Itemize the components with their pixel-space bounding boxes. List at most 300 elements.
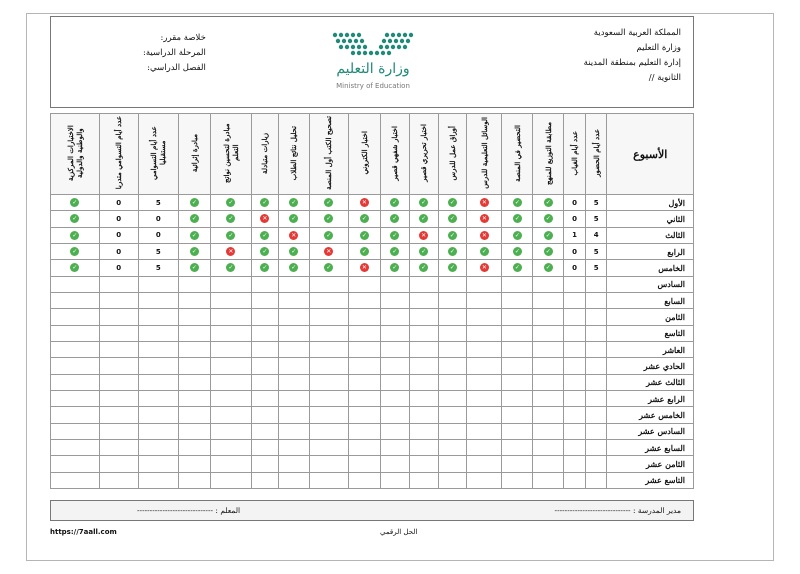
table-cell xyxy=(278,195,309,211)
table-row xyxy=(51,243,694,259)
check-icon: ✓ xyxy=(326,231,332,239)
table-cell xyxy=(502,211,533,227)
check-icon: ✓ xyxy=(191,248,197,256)
table-cell xyxy=(380,423,409,439)
table-cell xyxy=(309,407,348,423)
cross-icon: ✕ xyxy=(228,248,234,256)
cross-icon: ✕ xyxy=(481,215,487,223)
check-icon: ✓ xyxy=(191,215,197,223)
cross-icon: ✕ xyxy=(262,215,268,223)
cross-icon: ✕ xyxy=(361,199,367,207)
column-header-label: اختبار شفهي قصير xyxy=(390,125,400,181)
check-icon: ✓ xyxy=(545,215,551,223)
table-cell xyxy=(409,309,438,325)
table-cell xyxy=(138,341,178,357)
table-cell: 5 xyxy=(138,243,178,259)
table-cell xyxy=(99,439,138,455)
cross-icon: ✕ xyxy=(361,264,367,272)
table-cell xyxy=(278,439,309,455)
check-icon: ✓ xyxy=(72,248,78,256)
check-icon: ✓ xyxy=(449,248,455,256)
header-line: الفصل الدراسي: xyxy=(147,63,206,73)
table-cell xyxy=(467,276,502,292)
table-cell xyxy=(51,309,100,325)
table-cell xyxy=(467,341,502,357)
week-label: السادس xyxy=(607,276,694,292)
table-cell xyxy=(348,260,380,276)
table-cell xyxy=(210,260,251,276)
table-cell xyxy=(348,227,380,243)
table-cell xyxy=(467,390,502,406)
column-header xyxy=(502,114,533,195)
table-cell xyxy=(178,374,210,390)
table-cell xyxy=(533,341,564,357)
table-cell xyxy=(467,292,502,308)
table-cell xyxy=(467,309,502,325)
table-cell xyxy=(252,195,279,211)
week-label: الرابع عشر xyxy=(607,390,694,406)
table-row xyxy=(51,407,694,423)
table-cell xyxy=(585,472,607,488)
table-cell xyxy=(533,292,564,308)
table-cell xyxy=(309,325,348,341)
table-cell xyxy=(178,358,210,374)
table-cell xyxy=(309,456,348,472)
table-cell xyxy=(178,407,210,423)
table-cell xyxy=(564,276,586,292)
column-header-label: أوراق عمل للدرس xyxy=(447,125,457,181)
table-cell: 0 xyxy=(564,195,586,211)
column-header xyxy=(178,114,210,195)
check-icon: ✓ xyxy=(326,199,332,207)
check-icon: ✓ xyxy=(392,215,398,223)
table-cell xyxy=(51,341,100,357)
table-cell xyxy=(533,374,564,390)
week-label: التاسع xyxy=(607,325,694,341)
week-label: الثالث عشر xyxy=(607,374,694,390)
table-cell xyxy=(252,374,279,390)
table-cell xyxy=(278,227,309,243)
table-cell xyxy=(564,439,586,455)
column-header-label: عدد أيام التسوامي مستقبليا xyxy=(149,126,168,180)
column-header xyxy=(252,114,279,195)
table-cell xyxy=(99,341,138,357)
table-cell xyxy=(438,227,467,243)
check-icon: ✓ xyxy=(449,231,455,239)
table-cell xyxy=(309,211,348,227)
table-cell xyxy=(178,211,210,227)
column-header-week: الأسبوع xyxy=(607,114,694,195)
table-cell xyxy=(252,407,279,423)
table-cell xyxy=(348,309,380,325)
table-cell xyxy=(278,341,309,357)
check-icon: ✓ xyxy=(421,264,427,272)
column-header-label: اختبار تحريري قصير xyxy=(419,124,429,182)
table-cell xyxy=(51,423,100,439)
column-header-label: مبادرة لتحسين نواتج التعلم xyxy=(221,123,240,183)
table-cell xyxy=(409,358,438,374)
check-icon: ✓ xyxy=(392,231,398,239)
table-cell xyxy=(278,276,309,292)
table-cell xyxy=(51,325,100,341)
table-cell xyxy=(502,390,533,406)
table-row xyxy=(51,341,694,357)
table-cell xyxy=(309,390,348,406)
table-row xyxy=(51,472,694,488)
table-row xyxy=(51,211,694,227)
table-cell xyxy=(252,341,279,357)
table-cell xyxy=(533,309,564,325)
table-cell xyxy=(138,407,178,423)
table-cell xyxy=(210,211,251,227)
table-cell: 0 xyxy=(99,260,138,276)
table-cell xyxy=(278,423,309,439)
table-cell: 0 xyxy=(138,211,178,227)
table-cell xyxy=(252,456,279,472)
check-icon: ✓ xyxy=(228,199,234,207)
table-cell xyxy=(585,292,607,308)
table-cell xyxy=(409,325,438,341)
table-cell xyxy=(138,325,178,341)
table-cell xyxy=(99,390,138,406)
table-cell xyxy=(309,243,348,259)
table-cell xyxy=(467,439,502,455)
check-icon: ✓ xyxy=(191,231,197,239)
check-icon: ✓ xyxy=(72,199,78,207)
table-cell: 5 xyxy=(138,260,178,276)
logo-arabic-text: وزارة التعليم xyxy=(336,61,410,77)
table-cell xyxy=(309,276,348,292)
table-cell xyxy=(585,276,607,292)
table-cell xyxy=(409,211,438,227)
header-course-info xyxy=(143,31,206,76)
week-label: الرابع xyxy=(607,243,694,259)
check-icon: ✓ xyxy=(291,215,297,223)
table-cell xyxy=(252,358,279,374)
table-cell xyxy=(348,292,380,308)
column-header xyxy=(99,114,138,195)
table-cell xyxy=(178,309,210,325)
table-cell xyxy=(348,374,380,390)
table-cell xyxy=(409,439,438,455)
table-cell xyxy=(380,472,409,488)
table-cell xyxy=(278,211,309,227)
week-label: الثاني xyxy=(607,211,694,227)
table-cell xyxy=(409,374,438,390)
table-cell xyxy=(348,243,380,259)
table-cell xyxy=(210,243,251,259)
table-cell: 5 xyxy=(138,195,178,211)
table-cell: 0 xyxy=(99,211,138,227)
table-cell xyxy=(564,341,586,357)
column-header-label: عدد أيام الحضور xyxy=(591,129,601,177)
table-cell xyxy=(438,390,467,406)
table-cell xyxy=(99,374,138,390)
table-cell xyxy=(138,456,178,472)
table-cell xyxy=(533,325,564,341)
table-cell: 0 xyxy=(564,211,586,227)
table-cell xyxy=(210,276,251,292)
check-icon: ✓ xyxy=(72,215,78,223)
table-cell xyxy=(502,407,533,423)
check-icon: ✓ xyxy=(514,264,520,272)
table-cell xyxy=(210,325,251,341)
table-cell xyxy=(438,472,467,488)
table-cell xyxy=(309,195,348,211)
table-cell xyxy=(210,374,251,390)
week-label: التاسع عشر xyxy=(607,472,694,488)
table-cell xyxy=(178,390,210,406)
table-cell: 5 xyxy=(585,211,607,227)
table-cell xyxy=(138,423,178,439)
column-header-label: التحضير في المنصة xyxy=(512,124,522,182)
table-cell xyxy=(564,456,586,472)
week-label: السادس عشر xyxy=(607,423,694,439)
table-cell xyxy=(438,456,467,472)
table-cell xyxy=(178,276,210,292)
table-cell xyxy=(564,423,586,439)
table-cell xyxy=(309,358,348,374)
table-cell xyxy=(99,472,138,488)
table-cell xyxy=(409,407,438,423)
table-cell xyxy=(502,260,533,276)
column-header xyxy=(467,114,502,195)
table-cell xyxy=(533,439,564,455)
document-header xyxy=(50,16,694,108)
table-cell xyxy=(210,292,251,308)
table-cell xyxy=(252,439,279,455)
table-cell: 5 xyxy=(585,260,607,276)
table-cell xyxy=(178,439,210,455)
cross-icon: ✕ xyxy=(291,231,297,239)
table-cell xyxy=(585,341,607,357)
table-cell xyxy=(502,358,533,374)
table-cell xyxy=(585,358,607,374)
table-cell xyxy=(409,243,438,259)
check-icon: ✓ xyxy=(481,248,487,256)
table-cell xyxy=(438,309,467,325)
week-label: الثامن xyxy=(607,309,694,325)
table-row xyxy=(51,390,694,406)
table-cell xyxy=(564,292,586,308)
table-cell xyxy=(585,309,607,325)
table-cell xyxy=(533,472,564,488)
table-cell xyxy=(252,276,279,292)
table-cell xyxy=(533,243,564,259)
table-cell xyxy=(51,292,100,308)
website-url[interactable]: https://7aall.com xyxy=(50,528,117,536)
column-header xyxy=(585,114,607,195)
table-cell xyxy=(533,358,564,374)
check-icon: ✓ xyxy=(392,248,398,256)
table-cell xyxy=(467,456,502,472)
table-cell xyxy=(502,439,533,455)
table-cell xyxy=(309,423,348,439)
column-header-label: الاختبارات المركزية والوطنية والدولية xyxy=(65,125,84,181)
table-cell xyxy=(178,423,210,439)
table-cell xyxy=(99,407,138,423)
table-cell xyxy=(309,374,348,390)
table-cell xyxy=(252,292,279,308)
table-cell xyxy=(438,260,467,276)
table-cell xyxy=(380,341,409,357)
table-cell xyxy=(467,325,502,341)
table-cell xyxy=(409,260,438,276)
table-cell xyxy=(252,390,279,406)
table-body xyxy=(51,195,694,489)
table-cell xyxy=(533,276,564,292)
column-header xyxy=(438,114,467,195)
table-cell xyxy=(252,309,279,325)
check-icon: ✓ xyxy=(361,231,367,239)
table-cell xyxy=(99,456,138,472)
header-line: خلاصة مقرر: xyxy=(160,33,206,43)
table-cell xyxy=(278,358,309,374)
table-cell xyxy=(438,341,467,357)
table-cell: 1 xyxy=(564,227,586,243)
logo-dots-icon xyxy=(313,27,433,61)
table-cell xyxy=(278,292,309,308)
week-label: الثالث xyxy=(607,227,694,243)
table-cell xyxy=(502,374,533,390)
table-cell xyxy=(51,439,100,455)
table-cell xyxy=(348,390,380,406)
table-cell xyxy=(467,243,502,259)
cross-icon: ✕ xyxy=(421,231,427,239)
table-cell xyxy=(467,407,502,423)
table-cell xyxy=(380,407,409,423)
table-cell xyxy=(564,358,586,374)
check-icon: ✓ xyxy=(392,199,398,207)
check-icon: ✓ xyxy=(421,215,427,223)
check-icon: ✓ xyxy=(262,248,268,256)
table-cell xyxy=(467,472,502,488)
table-cell xyxy=(210,358,251,374)
table-cell xyxy=(380,260,409,276)
column-header-label: الوسائل التعليمية للدرس xyxy=(479,117,489,189)
table-cell xyxy=(564,472,586,488)
table-row xyxy=(51,260,694,276)
table-cell xyxy=(138,374,178,390)
table-cell xyxy=(467,260,502,276)
check-icon: ✓ xyxy=(421,248,427,256)
table-cell xyxy=(348,325,380,341)
table-cell xyxy=(348,341,380,357)
table-cell xyxy=(138,276,178,292)
week-label: الأول xyxy=(607,195,694,211)
check-icon: ✓ xyxy=(291,264,297,272)
table-cell xyxy=(533,195,564,211)
logo-english-text: Ministry of Education xyxy=(336,82,410,90)
column-header-label: مطابقة التوزيع للمنهج xyxy=(543,121,553,185)
table-row xyxy=(51,374,694,390)
table-cell xyxy=(210,390,251,406)
table-cell xyxy=(380,211,409,227)
table-cell xyxy=(380,227,409,243)
table-cell xyxy=(502,325,533,341)
week-label: الثامن عشر xyxy=(607,456,694,472)
table-cell xyxy=(278,309,309,325)
table-cell xyxy=(409,227,438,243)
table-cell xyxy=(178,472,210,488)
check-icon: ✓ xyxy=(262,264,268,272)
table-cell xyxy=(585,374,607,390)
table-cell xyxy=(502,472,533,488)
table-cell xyxy=(467,195,502,211)
table-cell xyxy=(348,211,380,227)
table-cell: 0 xyxy=(564,260,586,276)
week-label: السابع xyxy=(607,292,694,308)
table-row xyxy=(51,276,694,292)
ministry-logo xyxy=(313,27,433,99)
check-icon: ✓ xyxy=(392,264,398,272)
table-cell xyxy=(138,309,178,325)
column-header xyxy=(278,114,309,195)
table-cell xyxy=(252,211,279,227)
table-cell xyxy=(467,227,502,243)
table-cell xyxy=(278,456,309,472)
table-cell xyxy=(438,325,467,341)
table-cell xyxy=(409,341,438,357)
table-cell xyxy=(380,195,409,211)
table-cell xyxy=(502,276,533,292)
table-cell xyxy=(178,260,210,276)
table-cell xyxy=(585,439,607,455)
table-cell xyxy=(502,309,533,325)
table-cell xyxy=(51,227,100,243)
check-icon: ✓ xyxy=(449,215,455,223)
check-icon: ✓ xyxy=(326,264,332,272)
weekly-follow-up-table xyxy=(50,113,694,489)
table-cell: 0 xyxy=(99,195,138,211)
check-icon: ✓ xyxy=(262,199,268,207)
header-line: المملكة العربية السعودية xyxy=(593,28,681,38)
table-cell: 0 xyxy=(564,243,586,259)
table-cell xyxy=(380,243,409,259)
check-icon: ✓ xyxy=(291,199,297,207)
table-cell xyxy=(51,260,100,276)
table-cell xyxy=(533,227,564,243)
table-cell xyxy=(252,260,279,276)
column-header-label: عدد أيام التسوامي متدربا xyxy=(114,116,124,190)
table-cell xyxy=(51,358,100,374)
teacher-signature: المعلم : ------------------------------ xyxy=(137,506,241,515)
table-cell xyxy=(210,407,251,423)
table-cell xyxy=(409,195,438,211)
table-cell xyxy=(99,292,138,308)
table-cell xyxy=(309,260,348,276)
column-header xyxy=(138,114,178,195)
table-cell xyxy=(51,456,100,472)
digital-solution-label: الحل الرقمي xyxy=(380,528,418,536)
table-cell xyxy=(252,243,279,259)
table-cell xyxy=(178,325,210,341)
table-cell xyxy=(380,276,409,292)
table-cell xyxy=(564,407,586,423)
table-cell xyxy=(564,309,586,325)
table-cell xyxy=(564,374,586,390)
principal-signature: مدير المدرسة : ------------------------------ xyxy=(554,506,681,515)
table-cell xyxy=(380,325,409,341)
table-cell xyxy=(467,374,502,390)
table-cell xyxy=(502,292,533,308)
table-cell xyxy=(380,456,409,472)
table-header-row xyxy=(51,114,694,195)
week-label: الخامس xyxy=(607,260,694,276)
table-row xyxy=(51,423,694,439)
check-icon: ✓ xyxy=(262,231,268,239)
table-cell xyxy=(438,439,467,455)
